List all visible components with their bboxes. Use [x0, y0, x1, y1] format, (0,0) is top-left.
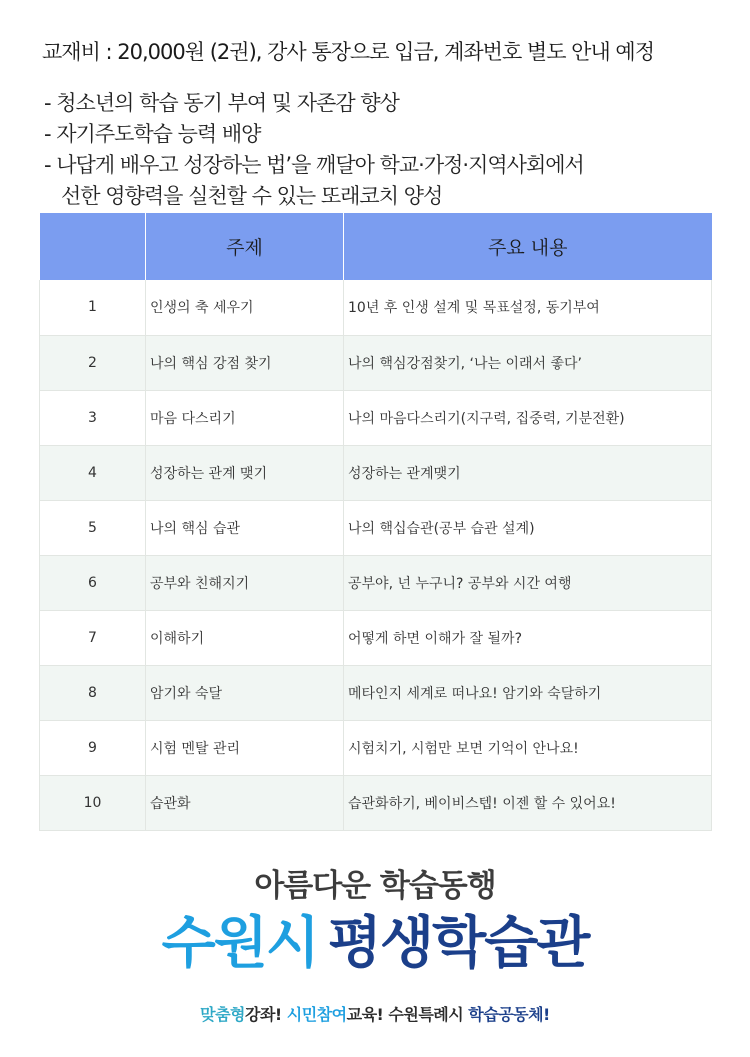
- session-topic: 성장하는 관계 맺기: [146, 445, 344, 500]
- session-topic: 이해하기: [146, 610, 344, 665]
- header-content: 주요 내용: [344, 213, 712, 280]
- session-number: 7: [40, 610, 146, 665]
- goals-list: [44, 88, 584, 212]
- session-number: 5: [40, 500, 146, 555]
- session-number: 10: [40, 775, 146, 830]
- slogan-part: 학습공동체!: [468, 1005, 550, 1024]
- goal-item: - 나답게 배우고 성장하는 법’을 깨달아 학교·가정·지역사회에서: [44, 153, 584, 177]
- table-row: [40, 775, 712, 830]
- session-topic: 마음 다스리기: [146, 390, 344, 445]
- goal-item: - 청소년의 학습 동기 부여 및 자존감 향상: [44, 91, 399, 115]
- table-row: [40, 335, 712, 390]
- session-topic: 암기와 숙달: [146, 665, 344, 720]
- session-topic: 시험 멘탈 관리: [146, 720, 344, 775]
- session-content: 나의 핵심강점찾기, ‘나는 이래서 좋다’: [344, 335, 712, 390]
- session-number: 1: [40, 280, 146, 335]
- session-number: 8: [40, 665, 146, 720]
- goal-item: 선한 영향력을 실천할 수 있는 또래코치 양성: [44, 184, 443, 208]
- table-row: [40, 390, 712, 445]
- session-number: 3: [40, 390, 146, 445]
- table-row: [40, 280, 712, 335]
- slogan-part: 맞춤형: [200, 1005, 246, 1024]
- slogan: [0, 1002, 750, 1025]
- curriculum-table: [39, 213, 712, 831]
- session-content: 나의 마음다스리기(지구력, 집중력, 기분전환): [344, 390, 712, 445]
- session-number: 6: [40, 555, 146, 610]
- session-number: 2: [40, 335, 146, 390]
- session-topic: 공부와 친해지기: [146, 555, 344, 610]
- table-row: [40, 445, 712, 500]
- session-content: 성장하는 관계맺기: [344, 445, 712, 500]
- slogan-part: 시민참여: [286, 1005, 347, 1024]
- session-content: 시험치기, 시험만 보면 기억이 안나요!: [344, 720, 712, 775]
- slogan-part: 강좌!: [245, 1005, 287, 1024]
- table-row: [40, 610, 712, 665]
- table-header-row: [40, 213, 712, 280]
- header-topic: 주제: [146, 213, 344, 280]
- table-row: [40, 500, 712, 555]
- session-topic: 나의 핵심 습관: [146, 500, 344, 555]
- session-content: 메타인지 세계로 떠나요! 암기와 숙달하기: [344, 665, 712, 720]
- org-center-name: 평생학습관: [327, 911, 589, 976]
- session-content: 공부야, 넌 누구니? 공부와 시간 여행: [344, 555, 712, 610]
- session-content: 습관화하기, 베이비스텝! 이젠 할 수 있어요!: [344, 775, 712, 830]
- table-row: [40, 555, 712, 610]
- session-number: 9: [40, 720, 146, 775]
- table-row: [40, 665, 712, 720]
- org-city-name: 수원시: [161, 911, 318, 976]
- session-topic: 나의 핵심 강점 찾기: [146, 335, 344, 390]
- session-number: 4: [40, 445, 146, 500]
- session-topic: 인생의 축 세우기: [146, 280, 344, 335]
- header-number: [40, 213, 146, 280]
- table-row: [40, 720, 712, 775]
- session-content: 어떻게 하면 이해가 잘 될까?: [344, 610, 712, 665]
- session-content: 나의 핵십습관(공부 습관 설계): [344, 500, 712, 555]
- tagline: 아름다운 학습동행: [254, 868, 496, 904]
- fee-info: 교재비 : 20,000원 (2권), 강사 통장으로 입금, 계좌번호 별도 안내 예정: [42, 40, 654, 64]
- goal-item: - 자기주도학습 능력 배양: [44, 122, 261, 146]
- session-content: 10년 후 인생 설계 및 목표설정, 동기부여: [344, 280, 712, 335]
- org-logo: [0, 908, 750, 980]
- session-topic: 습관화: [146, 775, 344, 830]
- slogan-part: 교육! 수원특례시: [346, 1005, 469, 1024]
